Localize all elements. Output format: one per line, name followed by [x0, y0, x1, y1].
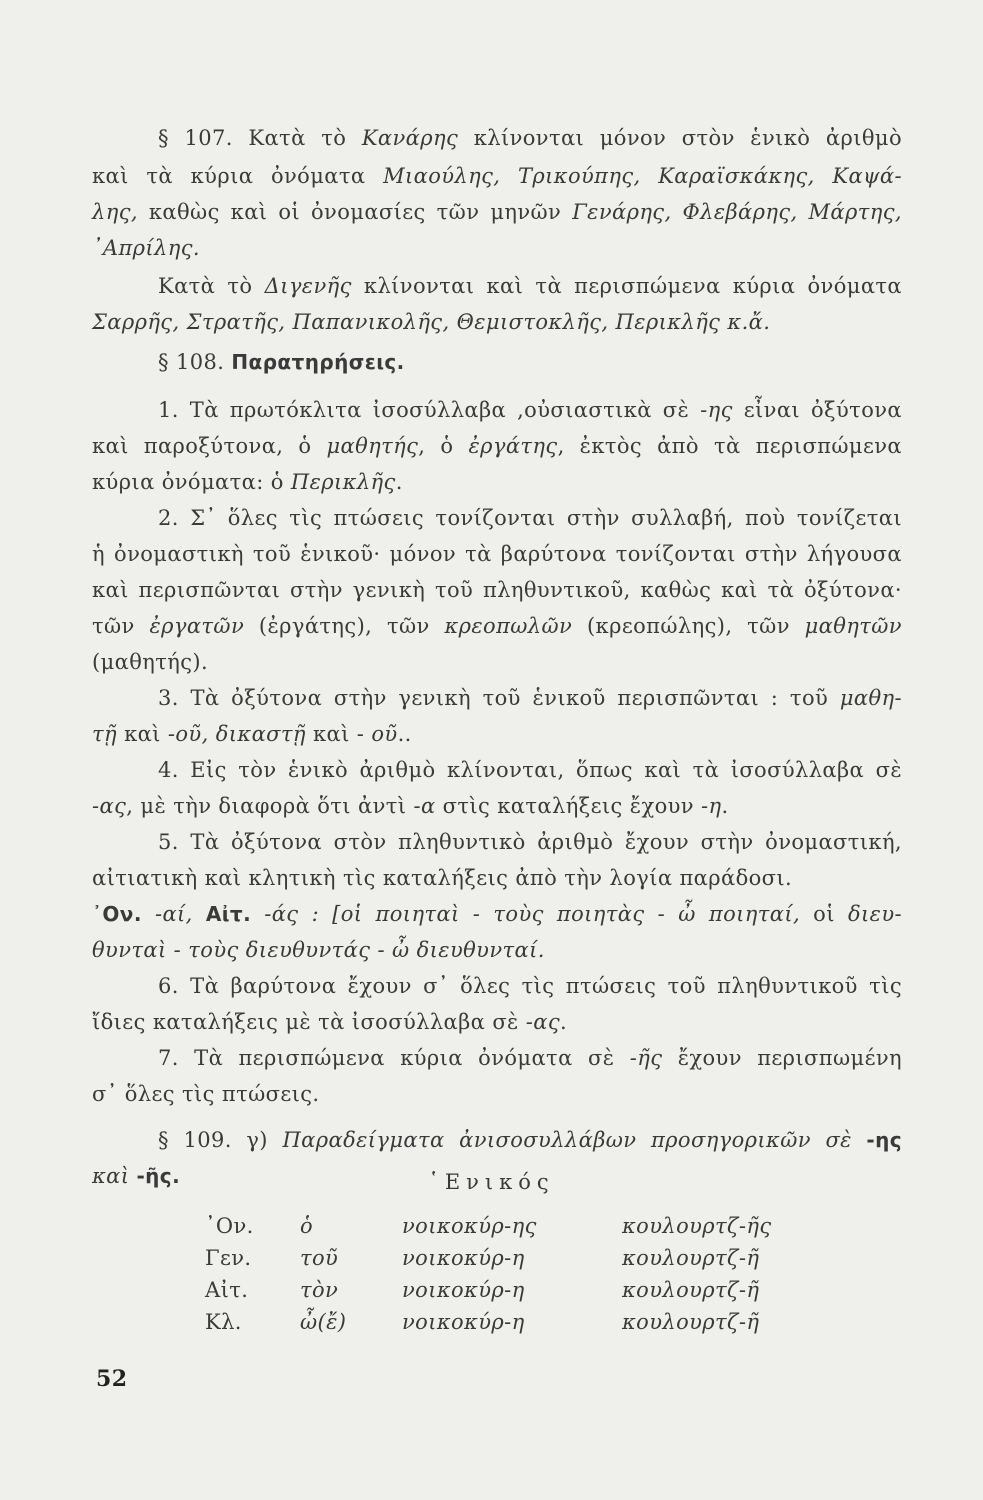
p107-line-1: § 107. Κατὰ τὸ Κανάρης κλίνονται μόνον στὸν ἑνικὸ ἀριθμὸ: [158, 126, 902, 150]
p107-line-3: λης, καθὼς καὶ οἱ ὀνομασίες τῶν μηνῶν Γενάρης, Φλεβάρης, Μάρτης,: [92, 200, 902, 224]
p108-r3-line-1: 3. Τὰ ὀξύτονα στὴν γενικὴ τοῦ ἑνικοῦ περισπῶνται : τοῦ μαθη-: [158, 686, 902, 710]
form-word1: νοικοκύρ-η: [402, 1310, 525, 1334]
form-word2: κουλουρτζ-ῆς: [622, 1214, 772, 1238]
p107-line-5: Κατὰ τὸ Διγενῆς κλίνονται καὶ τὰ περισπώμενα κύρια ὀνόματα: [158, 274, 902, 298]
article: ὁ: [300, 1214, 314, 1238]
form-word2: κουλουρτζ-ῆ: [622, 1310, 760, 1334]
p108-r5-line-4: θυνταὶ - τοὺς διευθυντάς - ὦ διευθυνταί.: [92, 938, 545, 962]
p109-line-1: § 109. γ) Παραδείγματα ἀνισοσυλλάβων προσηγορικῶν σὲ -ης: [158, 1128, 903, 1152]
p107-line-6: Σαρρῆς, Στρατῆς, Παπανικολῆς, Θεμιστοκλῆς, Περικλῆς κ.ἄ.: [92, 310, 771, 334]
p108-r5-line-1: 5. Τὰ ὀξύτονα στὸν πληθυντικὸ ἀριθμὸ ἔχουν στὴν ὀνομαστική,: [158, 830, 902, 854]
paradigm-row: [0, 1242, 983, 1274]
paradigm-row: [0, 1210, 983, 1242]
p108-r3-line-2: τῇ καὶ -οῦ, δικαστῇ καὶ - οῦ..: [92, 722, 412, 746]
case-label: Αἰτ.: [205, 1278, 249, 1302]
p108-r7-line-2: σ᾿ ὅλες τὶς πτώσεις.: [92, 1082, 320, 1106]
article: ὦ(ἔ): [300, 1310, 347, 1334]
p108-r2-line-5: (μαθητής).: [92, 650, 209, 674]
p108-r6-line-2: ἴδιες καταλήξεις μὲ τὰ ἰσοσύλλαβα σὲ -ας.: [92, 1010, 568, 1034]
p108-r2-line-3: καὶ περισπῶνται στὴν γενικὴ τοῦ πληθυντικοῦ, καθὼς καὶ τὰ ὀξύτονα·: [92, 578, 902, 602]
p109-line-2: καὶ -ῆς.: [92, 1164, 181, 1188]
p108-r1-line-1: 1. Τὰ πρωτόκλιτα ἰσοσύλλαβα ,οὐσιαστικὰ σὲ -ης εἶναι ὀξύτονα: [158, 398, 902, 422]
p108-r2-line-4: τῶν ἐργατῶν (ἐργάτης), τῶν κρεοπωλῶν (κρεοπώλης), τῶν μαθητῶν: [92, 614, 902, 638]
p108-heading: § 108. Παρατηρήσεις.: [158, 350, 405, 374]
form-word1: νοικοκύρ-ης: [402, 1214, 537, 1238]
p108-r6-line-1: 6. Τὰ βαρύτονα ἔχουν σ᾿ ὅλες τὶς πτώσεις τοῦ πληθυντικοῦ τὶς: [158, 974, 902, 998]
p107-line-4: ᾿Απρίλης.: [92, 236, 200, 260]
p108-r2-line-2: ἡ ὀνομαστικὴ τοῦ ἑνικοῦ· μόνον τὰ βαρύτονα τονίζονται στὴν λήγουσα: [92, 542, 902, 566]
p108-r5-line-3: ᾿Ον. -αί, Αἰτ. -άς : [οἱ ποιηταὶ - τοὺς ποιητὰς - ὦ ποιηταί, οἱ διευ-: [92, 902, 902, 926]
article: τὸν: [300, 1278, 339, 1302]
p108-r4-line-2: -ας, μὲ τὴν διαφορὰ ὅτι ἀντὶ -α στὶς καταλήξεις ἔχουν -η.: [92, 794, 729, 818]
case-label: Γεν.: [205, 1246, 252, 1270]
form-word1: νοικοκύρ-η: [402, 1246, 525, 1270]
paradigm-row: [0, 1274, 983, 1306]
paradigm-row: [0, 1306, 983, 1338]
p108-r7-line-1: 7. Τὰ περισπώμενα κύρια ὀνόματα σὲ -ῆς ἔχουν περισπωμένη: [158, 1046, 902, 1070]
p108-r2-line-1: 2. Σ᾿ ὅλες τὶς πτώσεις τονίζονται στὴν συλλαβή, ποὺ τονίζεται: [158, 506, 902, 530]
number-heading: ῾Ενικός: [428, 1170, 555, 1194]
p108-r1-line-3: κύρια ὀνόματα: ὁ Περικλῆς.: [92, 470, 403, 494]
form-word2: κουλουρτζ-ῆ: [622, 1246, 760, 1270]
article: τοῦ: [300, 1246, 339, 1270]
form-word1: νοικοκύρ-η: [402, 1278, 525, 1302]
page-number: 52: [96, 1366, 128, 1392]
p108-r4-line-1: 4. Εἰς τὸν ἑνικὸ ἀριθμὸ κλίνονται, ὅπως καὶ τὰ ἰσοσύλλαβα σὲ: [158, 758, 902, 782]
p108-r1-line-2: καὶ παροξύτονα, ὁ μαθητής, ὁ ἐργάτης, ἐκτὸς ἀπὸ τὰ περισπώμενα: [92, 434, 902, 458]
form-word2: κουλουρτζ-ῆ: [622, 1278, 760, 1302]
case-label: ᾿Ον.: [205, 1214, 254, 1238]
p108-r5-line-2: αἰτιατικὴ καὶ κλητικὴ τὶς καταλήξεις ἀπὸ τὴν λογία παράδοσι.: [92, 866, 793, 890]
p107-line-2: καὶ τὰ κύρια ὀνόματα Μιαούλης, Τρικούπης, Καραϊσκάκης, Καψά-: [92, 164, 902, 188]
case-label: Κλ.: [205, 1310, 242, 1334]
